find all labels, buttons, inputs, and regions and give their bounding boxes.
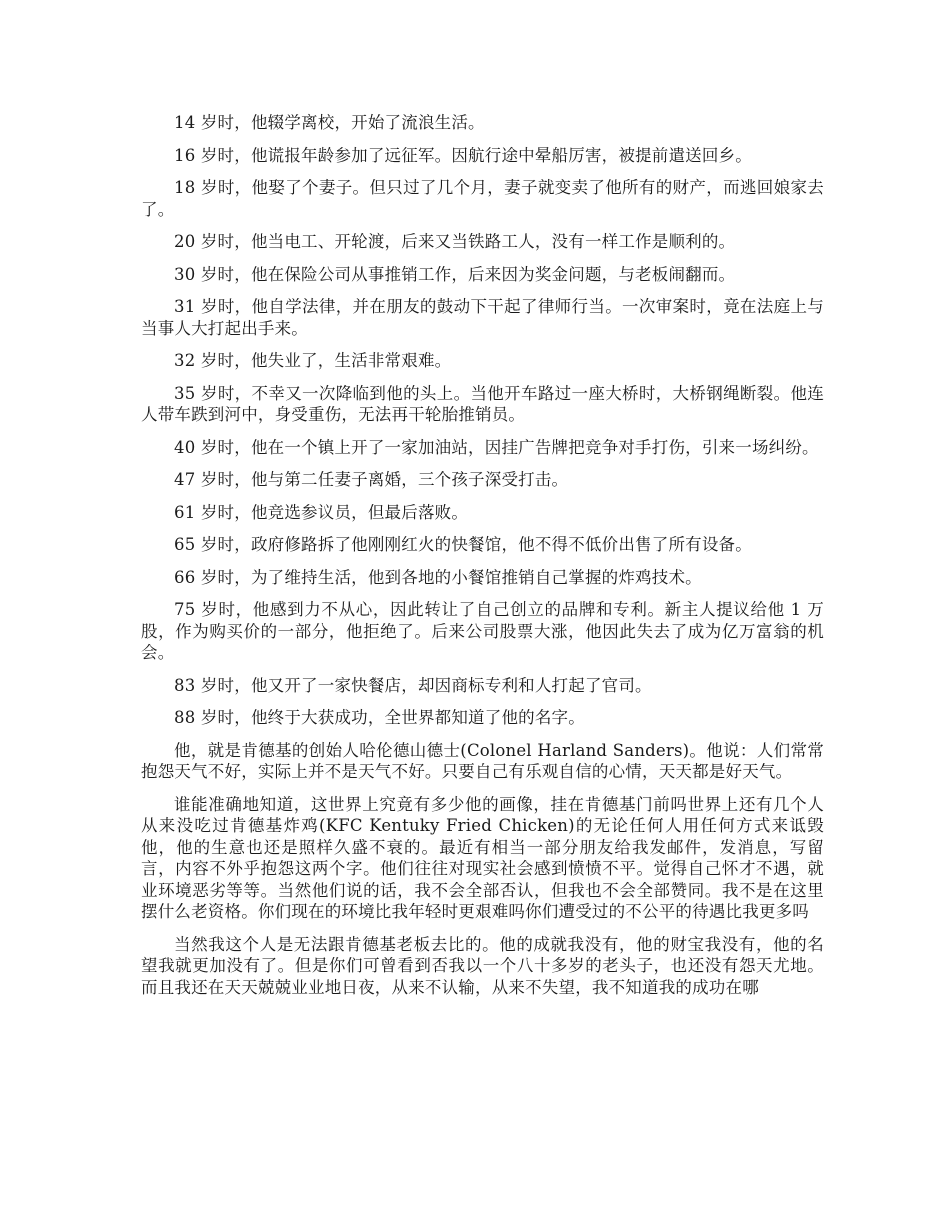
paragraph-age-18: 18 岁时，他娶了个妻子。但只过了几个月，妻子就变卖了他所有的财产，而逃回娘家去了。 (141, 178, 824, 219)
paragraph-founder: 他，就是肯德基的创始人哈伦德山德士(Colonel Harland Sanders)。他说：人们常常抱怨天气不好，实际上并不是天气不好。只要自己有乐观自信的心情，天天都是好天气。 (141, 740, 824, 781)
paragraph-comparison: 当然我这个人是无法跟肯德基老板去比的。他的成就我没有，他的财宝我没有，他的名望我就更加没有了。但是你们可曾看到否我以一个八十多岁的老头子，也还没有怨天尤地。而且我还在天天兢兢业业地日夜，从来不认输，从来不失望，我不知道我的成功在哪 (141, 934, 824, 997)
paragraph-age-31: 31 岁时，他自学法律，并在朋友的鼓动下干起了律师行当。一次审案时，竟在法庭上与当事人大打起出手来。 (141, 297, 824, 338)
paragraph-age-66: 66 岁时，为了维持生活，他到各地的小餐馆推销自己掌握的炸鸡技术。 (174, 567, 702, 587)
paragraph-age-16: 16 岁时，他谎报年龄参加了远征军。因航行途中晕船厉害，被提前遣送回乡。 (174, 145, 752, 165)
paragraph-age-20: 20 岁时，他当电工、开轮渡，后来又当铁路工人，没有一样工作是顺利的。 (174, 232, 736, 251)
paragraph-reflection: 谁能准确地知道，这世界上究竟有多少他的画像，挂在肯德基门前吗世界上还有几个人从来没吃过肯德基炸鸡(KFC Kentuky Fried Chicken)的无论任何人用任何方式来诋毁他，他的生意也还是照样久盛不衰的。最近有相当一部分朋友给我发邮件，发消息，写留言，内容不外乎抱怨这两个字。他们往往对现实社会感到愤愤不平。觉得自己怀才不遇，就业环境恶劣等等。当然他们说的话，我不会全部否认，但我也不会全部赞同。我不是在这里摆什么老资格。你们现在的环境比我年轻时更艰难吗你们遭受过的不公平的待遇比我更多吗 (141, 794, 824, 921)
paragraph-age-14: 14 岁时，他辍学离校，开始了流浪生活。 (174, 113, 485, 132)
paragraph-age-83: 83 岁时，他又开了一家快餐店，却因商标专利和人打起了官司。 (174, 675, 652, 695)
paragraph-age-65: 65 岁时，政府修路拆了他刚刚红火的快餐馆，他不得不低价出售了所有设备。 (174, 535, 752, 554)
paragraph-age-47: 47 岁时，他与第二任妻子离婚，三个孩子深受打击。 (174, 470, 569, 489)
paragraph-age-75: 75 岁时，他感到力不从心，因此转让了自己创立的品牌和专利。新主人提议给他 1 万股，作为购买价的一部分，他拒绝了。后来公司股票大涨，他因此失去了成为亿万富翁的机会。 (141, 600, 824, 662)
paragraph-age-30: 30 岁时，他在保险公司从事推销工作，后来因为奖金问题，与老板闹翻而。 (174, 264, 736, 284)
paragraph-age-35: 35 岁时，不幸又一次降临到他的头上。当他开车路过一座大桥时，大桥钢绳断裂。他连人带车跌到河中，身受重伤，无法再干轮胎推销员。 (141, 383, 824, 424)
paragraph-age-32: 32 岁时，他失业了，生活非常艰难。 (174, 351, 452, 370)
paragraph-age-61: 61 岁时，他竞选参议员，但最后落败。 (174, 502, 469, 522)
paragraph-age-40: 40 岁时，他在一个镇上开了一家加油站，因挂广告牌把竞争对手打伤，引来一场纠纷。 (174, 437, 819, 457)
paragraph-age-88: 88 岁时，他终于大获成功，全世界都知道了他的名字。 (174, 708, 585, 727)
